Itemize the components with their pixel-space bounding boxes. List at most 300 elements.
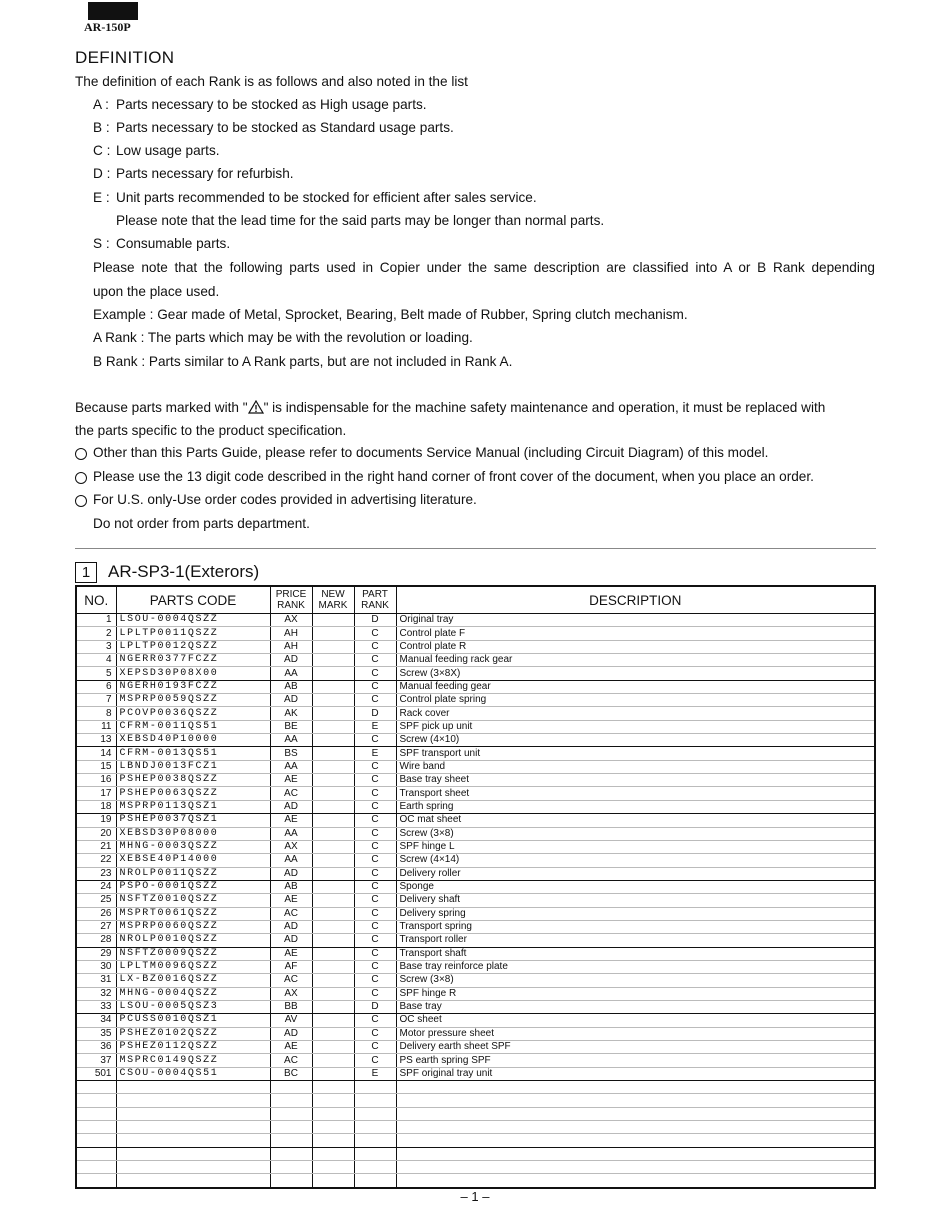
table-row: [76, 854, 875, 867]
cell-code: CFRM-0013QS51: [116, 747, 270, 760]
rank-text: Consumable parts.: [116, 236, 231, 251]
cell-desc: PS earth spring SPF: [396, 1054, 875, 1067]
cell-new: [312, 854, 354, 867]
note-bullet-text: For U.S. only-Use order codes provided in advertising literature.: [93, 492, 477, 507]
cell-no: 17: [76, 787, 116, 800]
cell-part: D: [354, 1000, 396, 1013]
b-rank-note: B Rank : Parts similar to A Rank parts, but are not included in Rank A.: [93, 354, 513, 369]
cell-no: 22: [76, 854, 116, 867]
cell-new: [312, 1134, 354, 1147]
cell-part: C: [354, 814, 396, 827]
cell-new: [312, 707, 354, 720]
cell-desc: Wire band: [396, 760, 875, 773]
cell-no: [76, 1147, 116, 1160]
cell-part: C: [354, 840, 396, 853]
cell-price: AX: [270, 987, 312, 1000]
cell-no: 14: [76, 747, 116, 760]
cell-no: 4: [76, 654, 116, 667]
cell-code: XEBSD30P08000: [116, 827, 270, 840]
empty-table-row: [76, 1107, 875, 1120]
rank-text: Parts necessary to be stocked as High usage parts.: [116, 97, 427, 112]
a-rank-note: A Rank : The parts which may be with the revolution or loading.: [93, 330, 473, 345]
cell-new: [312, 840, 354, 853]
header-new-mark-line1: NEW: [321, 589, 345, 600]
cell-code: PSHEP0063QSZZ: [116, 787, 270, 800]
empty-table-row: [76, 1121, 875, 1134]
cell-new: [312, 787, 354, 800]
cell-no: 36: [76, 1041, 116, 1054]
cell-price: [270, 1094, 312, 1107]
cell-new: [312, 774, 354, 787]
cell-part: C: [354, 920, 396, 933]
cell-price: AD: [270, 654, 312, 667]
table-row: [76, 747, 875, 760]
rank-key: D :: [93, 166, 111, 181]
cell-part: C: [354, 694, 396, 707]
cell-code: CFRM-0011QS51: [116, 720, 270, 733]
cell-new: [312, 934, 354, 947]
warning-triangle-icon: [248, 400, 264, 414]
safety-line2: the parts specific to the product specification.: [75, 423, 347, 438]
cell-price: AA: [270, 734, 312, 747]
cell-price: [270, 1147, 312, 1160]
cell-price: AD: [270, 1027, 312, 1040]
rank-item: [93, 97, 427, 112]
safety-line1-post: " is indispensable for the machine safety maintenance and operation, it must be replaced with: [263, 400, 826, 415]
empty-table-row: [76, 1147, 875, 1160]
table-row: [76, 934, 875, 947]
table-row: [76, 1000, 875, 1013]
cell-code: LPLTP0012QSZZ: [116, 640, 270, 653]
cell-new: [312, 654, 354, 667]
cell-desc: Manual feeding gear: [396, 680, 875, 693]
cell-code: [116, 1174, 270, 1188]
cell-no: [76, 1094, 116, 1107]
cell-desc: Screw (4×10): [396, 734, 875, 747]
cell-desc: SPF hinge L: [396, 840, 875, 853]
table-row: [76, 1041, 875, 1054]
rank-key: S :: [93, 236, 110, 251]
cell-desc: OC mat sheet: [396, 814, 875, 827]
cell-desc: Control plate spring: [396, 694, 875, 707]
rank-item: [93, 120, 454, 135]
cell-desc: [396, 1174, 875, 1188]
cell-no: 5: [76, 667, 116, 680]
cell-part: [354, 1134, 396, 1147]
cell-code: MSPRT0061QSZZ: [116, 907, 270, 920]
cell-no: 30: [76, 960, 116, 973]
cell-new: [312, 1027, 354, 1040]
table-row: [76, 840, 875, 853]
rank-item: [93, 166, 294, 181]
cell-part: C: [354, 774, 396, 787]
cell-no: 13: [76, 734, 116, 747]
header-price-rank: [270, 586, 312, 614]
cell-code: PSHEP0037QSZ1: [116, 814, 270, 827]
cell-price: AE: [270, 774, 312, 787]
cell-code: LBNDJ0013FCZ1: [116, 760, 270, 773]
cell-price: AH: [270, 627, 312, 640]
cell-price: BS: [270, 747, 312, 760]
cell-no: 25: [76, 894, 116, 907]
cell-code: MHNG-0004QSZZ: [116, 987, 270, 1000]
rank-text: Parts necessary for refurbish.: [116, 166, 294, 181]
cell-no: [76, 1121, 116, 1134]
cell-no: 28: [76, 934, 116, 947]
cell-price: AA: [270, 854, 312, 867]
table-row: [76, 880, 875, 893]
cell-desc: Manual feeding rack gear: [396, 654, 875, 667]
cell-part: C: [354, 867, 396, 880]
cell-no: [76, 1081, 116, 1094]
cell-part: [354, 1147, 396, 1160]
cell-new: [312, 720, 354, 733]
cell-part: C: [354, 1027, 396, 1040]
cell-no: 7: [76, 694, 116, 707]
header-part-rank: [354, 586, 396, 614]
table-row: [76, 787, 875, 800]
cell-no: 16: [76, 774, 116, 787]
cell-desc: [396, 1121, 875, 1134]
cell-new: [312, 867, 354, 880]
empty-table-row: [76, 1094, 875, 1107]
cell-code: [116, 1134, 270, 1147]
cell-code: LPLTP0011QSZZ: [116, 627, 270, 640]
cell-no: 27: [76, 920, 116, 933]
rank-text: Please note that the lead time for the said parts may be longer than normal parts.: [116, 213, 605, 228]
cell-no: 6: [76, 680, 116, 693]
cell-part: C: [354, 654, 396, 667]
cell-part: C: [354, 880, 396, 893]
cell-part: C: [354, 680, 396, 693]
cell-code: NGERH0193FCZZ: [116, 680, 270, 693]
table-row: [76, 640, 875, 653]
table-row: [76, 1027, 875, 1040]
note-bullet-text: Please use the 13 digit code described in the right hand corner of front cover of the document, when you place an order.: [93, 469, 814, 484]
header-part-rank-line2: RANK: [361, 600, 389, 611]
cell-part: [354, 1161, 396, 1174]
table-row: [76, 947, 875, 960]
table-row: [76, 974, 875, 987]
header-price-rank-line2: RANK: [277, 600, 305, 611]
cell-new: [312, 1054, 354, 1067]
cell-code: [116, 1147, 270, 1160]
cell-desc: [396, 1094, 875, 1107]
cell-code: LSOU-0005QSZ3: [116, 1000, 270, 1013]
table-row: [76, 760, 875, 773]
rank-item: [93, 143, 220, 158]
table-row: [76, 1067, 875, 1080]
cell-code: CSOU-0004QS51: [116, 1067, 270, 1080]
page-number: – 1 –: [460, 1189, 490, 1204]
cell-code: PSHEP0038QSZZ: [116, 774, 270, 787]
cell-part: C: [354, 894, 396, 907]
cell-new: [312, 800, 354, 813]
header-no: NO.: [76, 586, 116, 614]
cell-no: 1: [76, 614, 116, 627]
cell-new: [312, 814, 354, 827]
cell-part: C: [354, 667, 396, 680]
table-row: [76, 654, 875, 667]
cell-new: [312, 974, 354, 987]
definition-intro: The definition of each Rank is as follows and also noted in the list: [75, 74, 468, 89]
empty-table-row: [76, 1081, 875, 1094]
cell-desc: Base tray sheet: [396, 774, 875, 787]
rank-key: B :: [93, 120, 110, 135]
cell-code: XEBSE40P14000: [116, 854, 270, 867]
cell-code: LX-BZ0016QSZZ: [116, 974, 270, 987]
cell-code: NGERR0377FCZZ: [116, 654, 270, 667]
cell-desc: [396, 1147, 875, 1160]
cell-code: NSFTZ0009QSZZ: [116, 947, 270, 960]
cell-new: [312, 907, 354, 920]
cell-new: [312, 987, 354, 1000]
rank-item: [93, 190, 537, 205]
cell-new: [312, 1107, 354, 1120]
cell-price: AA: [270, 667, 312, 680]
cell-new: [312, 1041, 354, 1054]
cell-code: [116, 1081, 270, 1094]
cell-code: MSPRC0149QSZZ: [116, 1054, 270, 1067]
table-row: [76, 1014, 875, 1027]
cell-desc: SPF original tray unit: [396, 1067, 875, 1080]
cell-new: [312, 880, 354, 893]
cell-part: [354, 1121, 396, 1134]
cell-new: [312, 1081, 354, 1094]
cell-desc: Control plate F: [396, 627, 875, 640]
cell-new: [312, 667, 354, 680]
table-row: [76, 694, 875, 707]
table-row: [76, 734, 875, 747]
cell-price: AE: [270, 1041, 312, 1054]
cell-desc: Earth spring: [396, 800, 875, 813]
cell-new: [312, 1067, 354, 1080]
cell-no: 31: [76, 974, 116, 987]
cell-part: C: [354, 987, 396, 1000]
cell-price: AD: [270, 867, 312, 880]
table-row: [76, 907, 875, 920]
cell-no: 33: [76, 1000, 116, 1013]
cell-price: BE: [270, 720, 312, 733]
cell-desc: [396, 1161, 875, 1174]
table-header-row: [76, 586, 875, 614]
cell-price: AD: [270, 694, 312, 707]
cell-desc: SPF pick up unit: [396, 720, 875, 733]
cell-desc: Sponge: [396, 880, 875, 893]
cell-price: AH: [270, 640, 312, 653]
cell-desc: Base tray: [396, 1000, 875, 1013]
cell-code: LPLTM0096QSZZ: [116, 960, 270, 973]
table-row: [76, 827, 875, 840]
cell-part: C: [354, 760, 396, 773]
cell-price: AC: [270, 1054, 312, 1067]
table-row: [76, 987, 875, 1000]
cell-new: [312, 947, 354, 960]
cell-new: [312, 1014, 354, 1027]
cell-part: E: [354, 720, 396, 733]
cell-no: 8: [76, 707, 116, 720]
cell-part: C: [354, 1054, 396, 1067]
cell-price: AD: [270, 920, 312, 933]
cell-no: 15: [76, 760, 116, 773]
cell-code: NROLP0011QSZZ: [116, 867, 270, 880]
cell-new: [312, 614, 354, 627]
cell-price: AC: [270, 907, 312, 920]
cell-desc: Screw (3×8): [396, 974, 875, 987]
cell-desc: Motor pressure sheet: [396, 1027, 875, 1040]
cell-price: AA: [270, 760, 312, 773]
cell-desc: Transport sheet: [396, 787, 875, 800]
cell-price: [270, 1134, 312, 1147]
safety-line1: [75, 399, 876, 417]
cell-price: AE: [270, 947, 312, 960]
cell-code: [116, 1107, 270, 1120]
cell-desc: Screw (3×8): [396, 827, 875, 840]
cell-part: [354, 1094, 396, 1107]
table-row: [76, 680, 875, 693]
empty-table-row: [76, 1134, 875, 1147]
table-row: [76, 867, 875, 880]
cell-code: PCOVP0036QSZZ: [116, 707, 270, 720]
brand-logo-block: [88, 2, 138, 20]
cell-part: [354, 1174, 396, 1188]
circle-bullet-icon: [75, 495, 87, 507]
cell-new: [312, 894, 354, 907]
cell-price: [270, 1107, 312, 1120]
note-bullet-continuation: Do not order from parts department.: [93, 516, 310, 531]
cell-no: 3: [76, 640, 116, 653]
cell-price: AB: [270, 880, 312, 893]
rank-text: Low usage parts.: [116, 143, 220, 158]
cell-desc: Control plate R: [396, 640, 875, 653]
rank-note-line2: upon the place used.: [93, 284, 220, 299]
table-row: [76, 720, 875, 733]
cell-desc: SPF hinge R: [396, 987, 875, 1000]
header-new-mark: [312, 586, 354, 614]
cell-code: PSPO-0001QSZZ: [116, 880, 270, 893]
table-row: [76, 707, 875, 720]
cell-part: C: [354, 1041, 396, 1054]
cell-code: MSPRP0059QSZZ: [116, 694, 270, 707]
cell-desc: Delivery spring: [396, 907, 875, 920]
cell-price: AV: [270, 1014, 312, 1027]
cell-no: 23: [76, 867, 116, 880]
cell-price: AA: [270, 827, 312, 840]
table-row: [76, 960, 875, 973]
definition-title: DEFINITION: [75, 48, 175, 67]
circle-bullet-icon: [75, 472, 87, 484]
table-row: [76, 627, 875, 640]
cell-code: LSOU-0004QSZZ: [116, 614, 270, 627]
cell-price: AX: [270, 614, 312, 627]
cell-price: BB: [270, 1000, 312, 1013]
cell-part: C: [354, 974, 396, 987]
table-row: [76, 667, 875, 680]
cell-code: XEBSD40P10000: [116, 734, 270, 747]
cell-no: 21: [76, 840, 116, 853]
cell-no: 18: [76, 800, 116, 813]
cell-new: [312, 747, 354, 760]
cell-price: BC: [270, 1067, 312, 1080]
cell-part: E: [354, 747, 396, 760]
cell-code: [116, 1094, 270, 1107]
cell-desc: SPF transport unit: [396, 747, 875, 760]
cell-price: AD: [270, 800, 312, 813]
cell-desc: OC sheet: [396, 1014, 875, 1027]
cell-desc: Transport spring: [396, 920, 875, 933]
header-price-rank-line1: PRICE: [275, 589, 307, 600]
cell-price: [270, 1121, 312, 1134]
rank-key: A :: [93, 97, 109, 112]
cell-part: C: [354, 800, 396, 813]
cell-part: C: [354, 960, 396, 973]
rank-key: C :: [93, 143, 111, 158]
cell-new: [312, 1174, 354, 1188]
table-row: [76, 614, 875, 627]
cell-part: [354, 1081, 396, 1094]
section-divider: [75, 548, 876, 549]
section-number: 1: [75, 562, 97, 583]
empty-table-row: [76, 1161, 875, 1174]
cell-code: MSPRP0113QSZ1: [116, 800, 270, 813]
cell-part: C: [354, 934, 396, 947]
cell-desc: Delivery earth sheet SPF: [396, 1041, 875, 1054]
rank-item: [93, 213, 605, 228]
cell-no: 11: [76, 720, 116, 733]
cell-new: [312, 960, 354, 973]
cell-new: [312, 1094, 354, 1107]
table-row: [76, 1054, 875, 1067]
cell-no: 2: [76, 627, 116, 640]
cell-part: D: [354, 614, 396, 627]
cell-part: C: [354, 947, 396, 960]
cell-desc: Transport shaft: [396, 947, 875, 960]
cell-part: C: [354, 640, 396, 653]
model-number: AR-150P: [84, 20, 131, 34]
cell-part: D: [354, 707, 396, 720]
cell-no: [76, 1134, 116, 1147]
cell-part: E: [354, 1067, 396, 1080]
cell-price: AC: [270, 787, 312, 800]
cell-code: [116, 1161, 270, 1174]
table-row: [76, 894, 875, 907]
cell-new: [312, 734, 354, 747]
cell-price: AE: [270, 814, 312, 827]
cell-new: [312, 680, 354, 693]
cell-new: [312, 760, 354, 773]
cell-price: AB: [270, 680, 312, 693]
note-bullet-text: Other than this Parts Guide, please refer to documents Service Manual (including Circuit Diagram) of this model.: [93, 445, 769, 460]
cell-price: AF: [270, 960, 312, 973]
cell-no: 37: [76, 1054, 116, 1067]
rank-example: Example : Gear made of Metal, Sprocket, Bearing, Belt made of Rubber, Spring clutch mechanism.: [93, 307, 688, 322]
cell-desc: Delivery shaft: [396, 894, 875, 907]
cell-code: XEPSD30P08X00: [116, 667, 270, 680]
cell-new: [312, 1000, 354, 1013]
header-part-rank-line1: PART: [362, 589, 388, 600]
cell-desc: Screw (4×14): [396, 854, 875, 867]
cell-new: [312, 920, 354, 933]
cell-price: [270, 1174, 312, 1188]
table-row: [76, 920, 875, 933]
cell-no: 19: [76, 814, 116, 827]
table-row: [76, 814, 875, 827]
cell-no: 34: [76, 1014, 116, 1027]
cell-new: [312, 1161, 354, 1174]
cell-new: [312, 640, 354, 653]
cell-part: C: [354, 854, 396, 867]
cell-desc: [396, 1081, 875, 1094]
